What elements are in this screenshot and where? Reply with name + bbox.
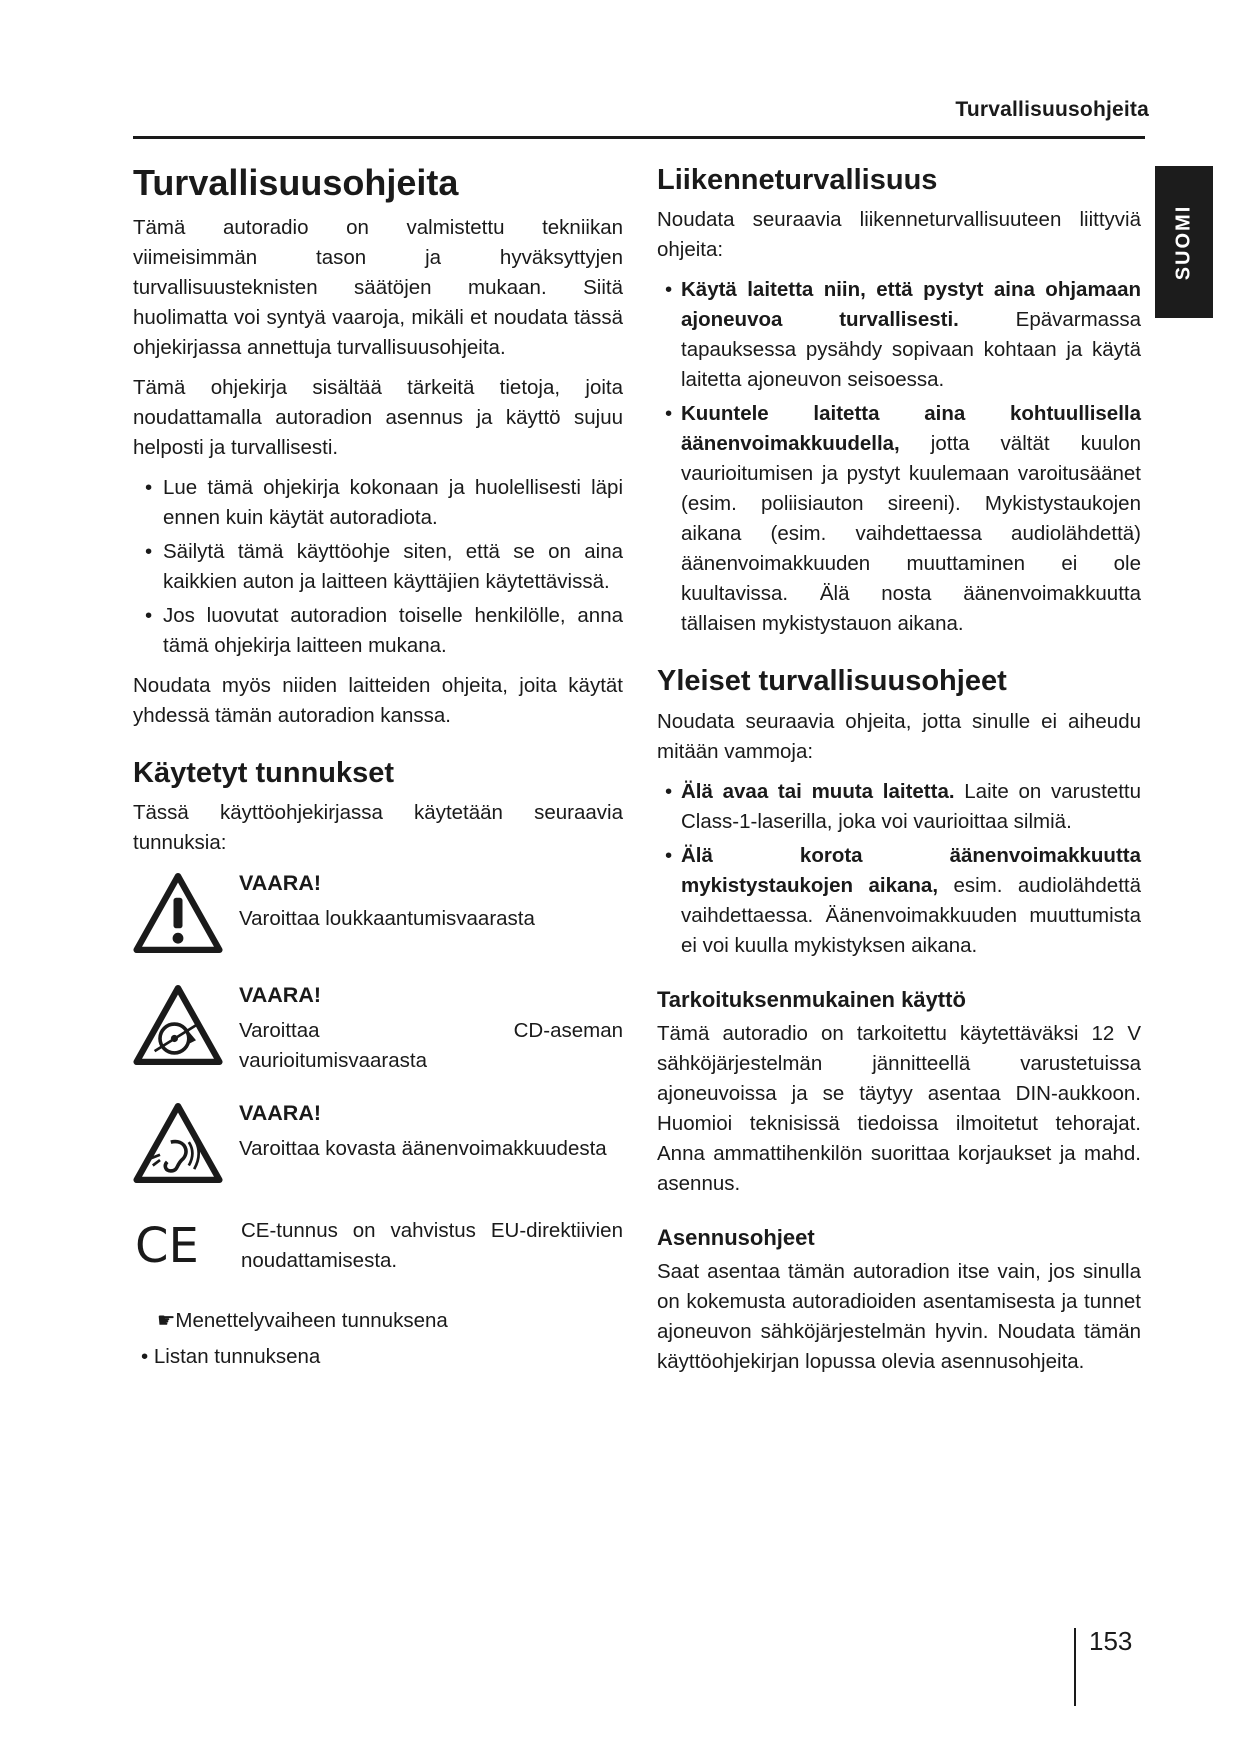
symbol-row-cd [133, 980, 623, 1076]
right-column [657, 160, 1141, 1387]
list-item: • Lue tämä ohjekirja kokonaan ja huolellisesti läpi ennen kuin käytät autoradiota. [133, 473, 623, 533]
bullet-icon: • [665, 843, 673, 867]
legend-step-label: Menettelyvaiheen tunnuksena [175, 1308, 448, 1332]
symbol-row-ce [133, 1216, 623, 1276]
symbols-intro: Tässä käyttöohjekirjassa käytetään seuraavia tunnuksia: [133, 800, 623, 854]
symbol-description: Varoittaa CD-aseman vaurioitumisvaarasta [239, 1018, 623, 1072]
legend-step [133, 1306, 623, 1336]
symbol-description: Varoittaa kovasta äänenvoimakkuudesta [239, 1136, 607, 1160]
intro-paragraph-1: Tämä autoradio on valmistettu tekniikan viimeisimmän tason ja hyväksyttyjen turvallisuusteknisten säätöjen mukaan. Siitä huolimatta voi syntyä vaaroja, mikäli et noudata tässä ohjekirjassa annettuja turvallisuusohjeita. [133, 215, 623, 359]
list-item: • Älä korota äänenvoimakkuutta mykistystaukojen aikana, esim. audiolähdettä vaihdettaessa. Äänenvoimakkuuden muuttumista ei voi kuulla mykistyksen aikana. [657, 841, 1141, 961]
traffic-heading: Liikenneturvallisuus [657, 164, 938, 196]
list-item: • Säilytä tämä käyttöohje siten, että se on aina kaikkien auton ja laitteen käyttäjien käytettävissä. [133, 537, 623, 597]
installation-heading: Asennusohjeet [657, 1225, 815, 1251]
symbol-title: VAARA! [239, 870, 322, 895]
general-safety-intro: Noudata seuraavia ohjeita, jotta sinulle ei aiheudu mitään vammoja: [657, 709, 1141, 763]
intro-bullet-list [133, 473, 623, 661]
list-item: • Älä avaa tai muuta laitetta. Laite on varustettu Class-1-laserilla, joka voi vaurioittaa silmiä. [657, 777, 1141, 837]
legend-list-label: Listan tunnuksena [153, 1344, 321, 1368]
ce-mark-icon: CE [135, 1217, 199, 1274]
bullet-icon: • [665, 278, 673, 302]
symbol-description: Varoittaa loukkaantumisvaarasta [239, 906, 535, 930]
language-tab [1155, 166, 1213, 318]
bullet-icon: • [141, 1344, 149, 1368]
list-item: • Jos luovutat autoradion toiselle henkilölle, anna tämä ohjekirja laitteen mukana. [133, 601, 623, 661]
symbols-heading: Käytetyt tunnukset [133, 756, 395, 789]
bullet-icon: • [145, 603, 153, 627]
outro-paragraph: Noudata myös niiden laitteiden ohjeita, joita käytät yhdessä tämän autoradion kanssa. [133, 673, 623, 727]
ce-description: CE-tunnus on vahvistus EU-direktiivien noudattamisesta. [241, 1218, 623, 1272]
running-header-title: Turvallisuusohjeita [955, 98, 1149, 121]
general-safety-list [657, 777, 1141, 961]
page-title: Turvallisuusohjeita [133, 162, 459, 203]
traffic-list [657, 275, 1141, 639]
legend-list [133, 1342, 623, 1372]
language-tab-label: SUOMI [1172, 204, 1195, 280]
installation-text: Saat asentaa tämän autoradion itse vain, jos sinulla on kokemusta autoradioiden asentamisesta ja tunnet ajoneuvon sähköjärjestelmän hyvin. Noudata tämän käyttöohjekirjan lopussa olevia asennusohjeita. [657, 1260, 1141, 1374]
header-rule [133, 136, 1145, 139]
list-item: • Kuuntele laitetta aina kohtuullisella äänenvoimakkuudella, jotta vältät kuulon vaurioitumisen ja pystyt kuulemaan varoitusäänet (esim. poliisiauton sireeni). Mykistystaukojen aikana (esim. vaihdettaessa audiolähdettä) äänenvoimakkuuden muuttaminen ei ole kuultavissa. Älä nosta äänenvoimakkuutta tällaisen mykistystauon aikana. [657, 399, 1141, 639]
intended-use-text: Tämä autoradio on tarkoitettu käytettäväksi 12 V sähköjärjestelmän jännitteellä varustetuissa ajoneuvoissa ja se täytyy asentaa DIN-aukkoon. Huomioi teknisissä tiedoissa ilmoitetut tehorajat. Anna ammattihenkilön suorittaa korjaukset ja mahd. asennus. [657, 1022, 1141, 1196]
pointing-hand-icon: ☛ [157, 1308, 176, 1332]
warning-cd-damage-icon [133, 980, 223, 1070]
bullet-icon: • [145, 539, 153, 563]
traffic-intro: Noudata seuraavia liikenneturvallisuuteen liittyviä ohjeita: [657, 208, 1141, 262]
symbol-title: VAARA! [239, 982, 322, 1007]
warning-exclamation-icon [133, 868, 223, 958]
symbol-row-injury [133, 868, 623, 958]
symbol-title: VAARA! [239, 1100, 322, 1125]
page-number: 153 [1089, 1626, 1133, 1656]
bullet-icon: • [145, 475, 153, 499]
list-item: • Käytä laitetta niin, että pystyt aina ohjamaan ajoneuvoa turvallisesti. Epävarmassa tapauksessa pysähdy sopivaan kohtaan ja käytä laitetta ajoneuvon seisoessa. [657, 275, 1141, 395]
left-column [133, 160, 623, 1378]
footer-rule [1074, 1628, 1076, 1706]
warning-loud-volume-icon [133, 1098, 223, 1188]
symbol-row-volume [133, 1098, 623, 1188]
intro-paragraph-2: Tämä ohjekirja sisältää tärkeitä tietoja, joita noudattamalla autoradion asennus ja käyttö sujuu helposti ja turvallisesti. [133, 375, 623, 459]
intended-use-heading: Tarkoituksenmukainen käyttö [657, 986, 966, 1012]
bullet-icon: • [665, 779, 673, 803]
bullet-icon: • [665, 402, 673, 426]
general-safety-heading: Yleiset turvallisuusohjeet [657, 665, 1007, 698]
